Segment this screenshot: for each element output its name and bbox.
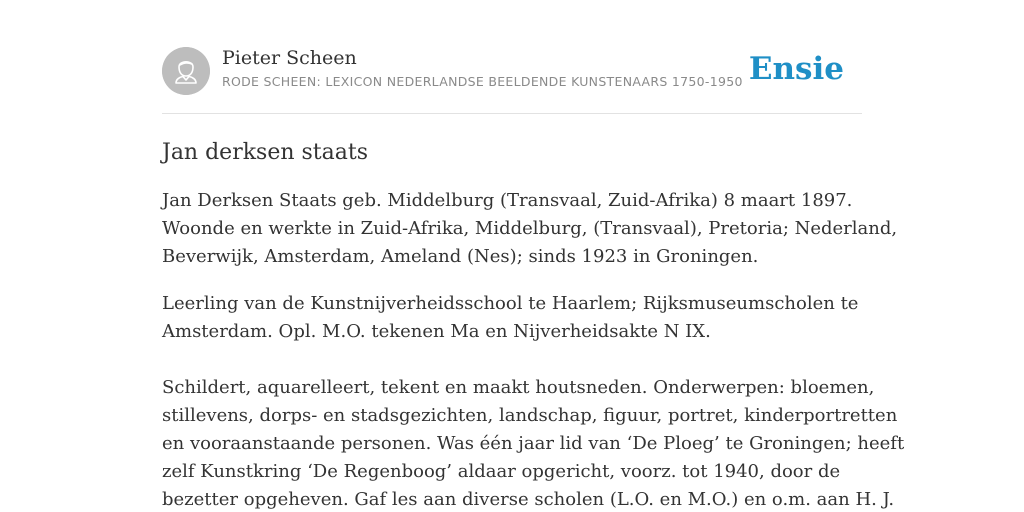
- author-block: [222, 46, 743, 90]
- text-line: Woonde en werkte in Zuid-Afrika, Middelburg, (Transvaal), Pretoria; Nederland,: [162, 218, 898, 239]
- article-body: [162, 187, 905, 512]
- paragraph-gap: [162, 346, 862, 374]
- text-line: Jan Derksen Staats geb. Middelburg (Transvaal, Zuid-Afrika) 8 maart 1897.: [162, 190, 853, 211]
- author-name[interactable]: Pieter Scheen: [222, 47, 357, 69]
- text-line: Beverwijk, Amsterdam, Ameland (Nes); sinds 1923 in Groningen.: [162, 246, 759, 267]
- text-line: stillevens, dorps- en stadsgezichten, landschap, figuur, portret, kinderportretten: [162, 405, 898, 426]
- paragraph-2: [162, 290, 862, 346]
- user-avatar-icon[interactable]: [162, 47, 210, 95]
- text-line: Schildert, aquarelleert, tekent en maakt houtsneden. Onderwerpen: bloemen,: [162, 377, 875, 398]
- text-line: en vooraanstaande personen. Was één jaar lid van ‘De Ploeg’ te Groningen; heeft: [162, 433, 905, 454]
- text-line: bezetter opgeheven. Gaf les aan diverse scholen (L.O. en M.O.) en o.m. aan H. J.: [162, 489, 895, 510]
- text-line: zelf Kunstkring ‘De Regenboog’ aldaar opgericht, voorz. tot 1940, door de: [162, 461, 841, 482]
- article-header: [162, 46, 862, 114]
- text-line: Amsterdam. Opl. M.O. tekenen Ma en Nijverheidsakte N IX.: [162, 321, 711, 342]
- author-source[interactable]: RODE SCHEEN: LEXICON NEDERLANDSE BEELDENDE KUNSTENAARS 1750-1950: [222, 74, 743, 89]
- paragraph-1: [162, 187, 898, 271]
- article-container: [162, 46, 905, 512]
- article-title: Jan derksen staats: [162, 140, 369, 165]
- text-line: Leerling van de Kunstnijverheidsschool te Haarlem; Rijksmuseumscholen te: [162, 293, 859, 314]
- paragraph-3: [162, 374, 905, 512]
- ensie-logo[interactable]: Ensie: [748, 51, 844, 87]
